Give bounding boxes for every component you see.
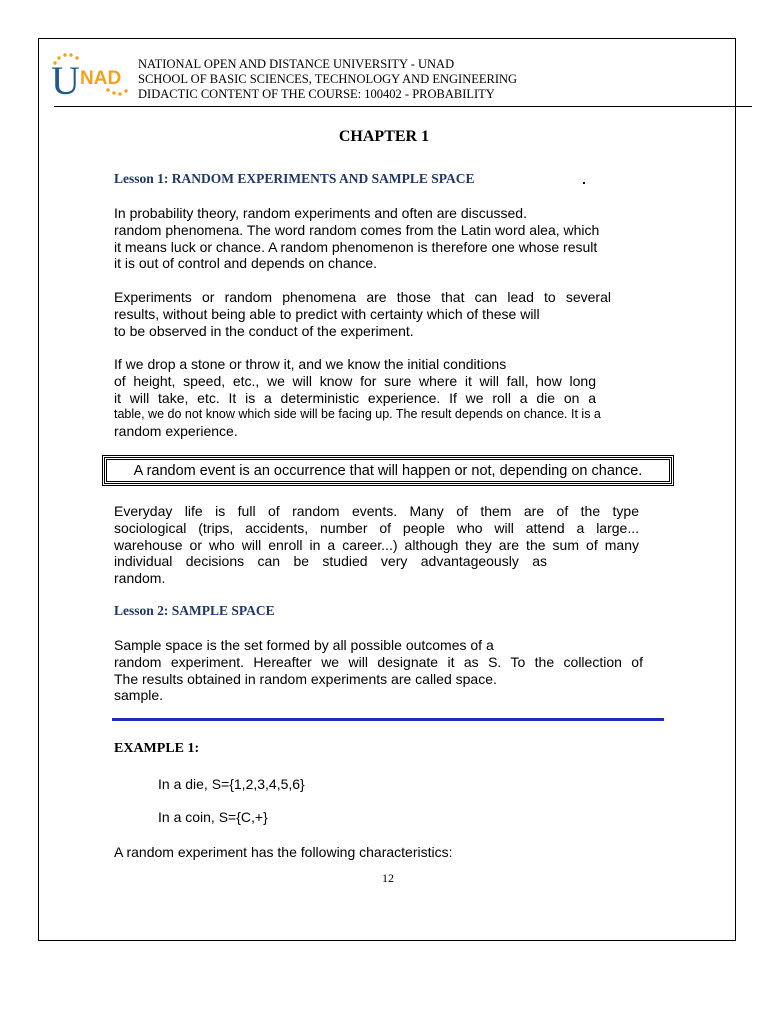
chapter-title: CHAPTER 1 xyxy=(338,128,430,145)
lesson2-heading: Lesson 2: SAMPLE SPACE xyxy=(114,603,275,618)
page-number: 12 xyxy=(382,871,394,885)
header-line-university: NATIONAL OPEN AND DISTANCE UNIVERSITY - UNAD xyxy=(138,57,455,71)
definition-callout: A random event is an occurrence that will happen or not, depending on chance. xyxy=(102,455,674,486)
text-line: random experience. xyxy=(114,423,238,440)
header-line-school: SCHOOL OF BASIC SCIENCES, TECHNOLOGY AND ENGINEERING xyxy=(138,72,518,86)
example-item-die: In a die, S={1,2,3,4,5,6} xyxy=(158,776,305,792)
text-line: results, without being able to predict with certainty which of these will xyxy=(114,305,540,322)
header-divider xyxy=(54,106,752,107)
text-line: Everyday life is full of random events. Many of them are of the type xyxy=(114,503,639,519)
text-line: it means luck or chance. A random phenomenon is therefore one whose result xyxy=(114,238,598,255)
text-line: The results obtained in random experiments are called space. xyxy=(114,670,497,687)
example-closing-text xyxy=(114,844,644,861)
unad-logo xyxy=(50,52,132,100)
text-line: individual decisions can be studied very advantageously as xyxy=(114,553,547,570)
text-line: A random experiment has the following characteristics: xyxy=(114,844,453,860)
institution-header xyxy=(138,57,517,102)
text-line: sample. xyxy=(114,687,164,704)
text-line: In probability theory, random experiments and often are discussed. xyxy=(114,205,527,221)
lesson1-paragraph-3 xyxy=(114,356,601,440)
text-line: it is out of control and depends on chance. xyxy=(114,255,378,272)
section-divider xyxy=(112,718,664,721)
header-line-course: DIDACTIC CONTENT OF THE COURSE: 100402 - PROBABILITY xyxy=(138,87,495,101)
lesson1-paragraph-2 xyxy=(114,289,611,339)
text-line: random. xyxy=(114,570,166,587)
lesson1-heading: Lesson 1: RANDOM EXPERIMENTS AND SAMPLE SPACE xyxy=(114,171,475,186)
example-heading: EXAMPLE 1: xyxy=(114,741,200,756)
lesson1-heading-dot: . xyxy=(582,171,586,187)
lesson2-paragraph-1 xyxy=(114,637,643,704)
lesson1-paragraph-1 xyxy=(114,205,644,272)
text-line: random phenomena. The word random comes from the Latin word alea, which xyxy=(114,221,600,238)
text-line: it will take, etc. It is a deterministic experience. If we roll a die on a xyxy=(114,389,596,406)
text-line: Sample space is the set formed by all possible outcomes of a xyxy=(114,637,494,653)
example-item-coin: In a coin, S={C,+} xyxy=(158,809,268,825)
text-line: table, we do not know which side will be facing up. The result depends on chance. It is a xyxy=(114,407,601,422)
text-line: of height, speed, etc., we will know for sure where it will fall, how long xyxy=(114,372,596,389)
logo-text: NAD xyxy=(80,68,122,89)
text-line: If we drop a stone or throw it, and we know the initial conditions xyxy=(114,356,507,372)
text-line: to be observed in the conduct of the experiment. xyxy=(114,322,414,339)
lesson1-paragraph-4 xyxy=(114,503,639,587)
text-line: warehouse or who will enroll in a career...) although they are the sum of many xyxy=(114,536,639,553)
text-line: Experiments or random phenomena are those that can lead to several xyxy=(114,289,611,305)
text-line: sociological (trips, accidents, number of people who will attend a large... xyxy=(114,519,639,536)
text-line: random experiment. Hereafter we will designate it as S. To the collection of xyxy=(114,653,643,670)
svg-text:U: U xyxy=(51,58,80,100)
